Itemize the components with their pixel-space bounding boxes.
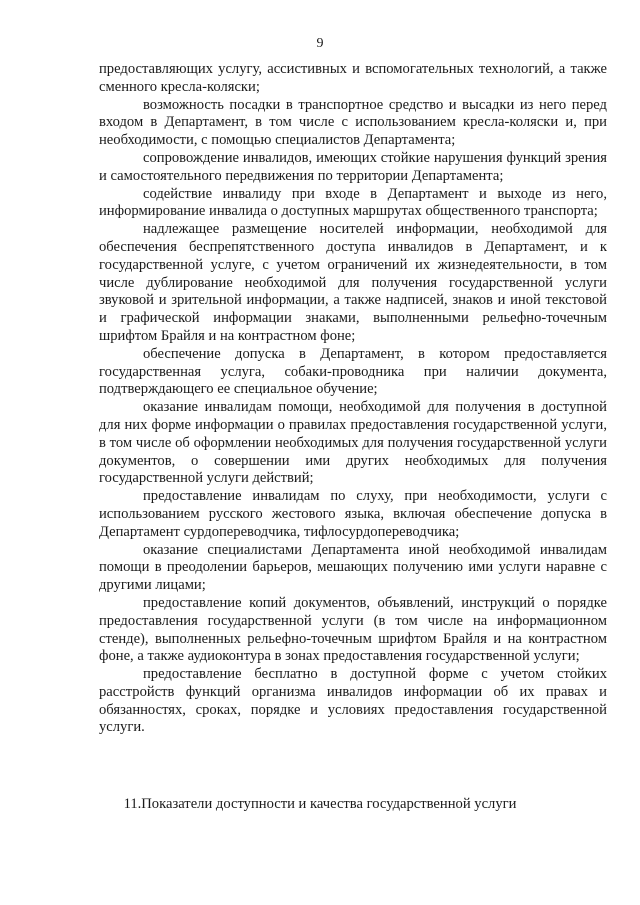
paragraph: сопровождение инвалидов, имеющих стойкие нарушения функций зрения и самостоятельного передвижения по территории Департамента; — [99, 149, 607, 184]
paragraph: оказание инвалидам помощи, необходимой для получения в доступной для них форме информации о правилах предоставления государственной услуги, в том числе об оформлении необходимых для получения государственной услуги документов, о совершении ими других необходимых для получения государственной услуги действий; — [99, 399, 607, 487]
body-text — [99, 61, 607, 737]
paragraph: содействие инвалиду при входе в Департамент и выходе из него, информирование инвалида о доступных маршрутах общественного транспорта; — [99, 185, 607, 220]
paragraph: предоставление копий документов, объявлений, инструкций о порядке предоставления государственной услуги (в том числе на информационном стенде), выполненных рельефно-точечным шрифтом Брайля и на контрастном фоне, а также аудиоконтура в зонах предоставления государственной услуги; — [99, 594, 607, 665]
section-heading: 11.Показатели доступности и качества государственной услуги — [123, 796, 517, 812]
paragraph-continuation: предоставляющих услугу, ассистивных и вспомогательных технологий, а также сменного кресла-коляски; — [99, 61, 607, 95]
paragraph: надлежащее размещение носителей информации, необходимой для обеспечения беспрепятственного доступа инвалидов в Департамент, и к государственной услуге, с учетом ограничений их жизнедеятельности, в том числе дублирование необходимой для получения государственной услуги звуковой и зрительной информации, а также надписей, знаков и иной текстовой и графической информации знаками, выполненными рельефно-точечным шрифтом Брайля и на контрастном фоне; — [99, 221, 607, 344]
paragraph: оказание специалистами Департамента иной необходимой инвалидам помощи в преодолении барьеров, мешающих получению ими услуги наравне с другими лицами; — [99, 541, 607, 594]
paragraph: предоставление бесплатно в доступной форме с учетом стойких расстройств функций организма инвалидов информации об их правах и обязанностях, сроках, порядке и условиях предоставления государственной услуги. — [99, 666, 607, 736]
page-number: 9 — [316, 36, 324, 51]
paragraph: возможность посадки в транспортное средство и высадки из него перед входом в Департамент, в том числе с использованием кресла-коляски и, при необходимости, с помощью специалистов Департамента; — [99, 96, 607, 149]
paragraph: обеспечение допуска в Департамент, в котором предоставляется государственная услуга, собаки-проводника при наличии документа, подтверждающего ее специальное обучение; — [99, 345, 607, 398]
paragraph: предоставление инвалидам по слуху, при необходимости, услуги с использованием русского жестового языка, включая обеспечение допуска в Департамент сурдопереводчика, тифлосурдопереводчика; — [99, 488, 607, 540]
